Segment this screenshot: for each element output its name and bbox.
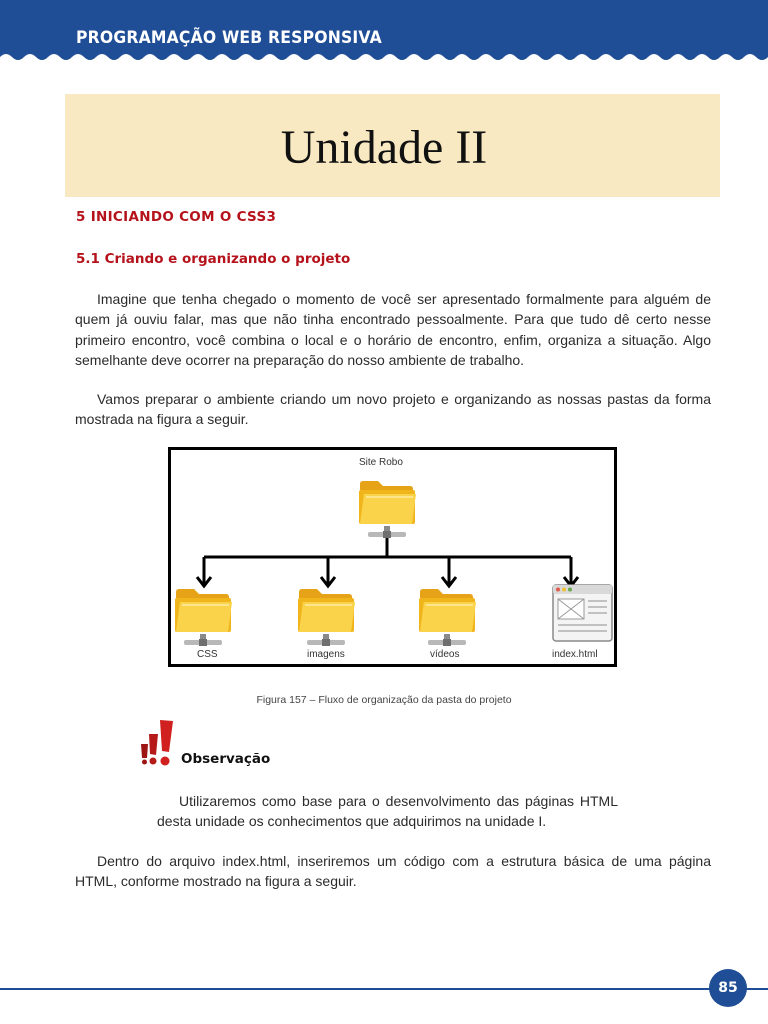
paragraph-index-html [75, 851, 711, 892]
folder-structure-figure [168, 447, 617, 667]
imagens-folder-label: imagens [307, 649, 345, 660]
videos-folder-label: vídeos [430, 649, 460, 660]
folder-tree-diagram [171, 450, 614, 664]
subsection-heading: 5.1 Criando e organizando o projeto [76, 251, 351, 267]
running-header-title: PROGRAMAÇÃO WEB RESPONSIVA [76, 28, 382, 48]
unit-title: Unidade II [280, 121, 488, 174]
section-heading: 5 INICIANDO COM O CSS3 [76, 209, 277, 225]
exclamation-icon [140, 718, 180, 768]
observation-text-content: Utilizaremos como base para o desenvolvimento das páginas HTML desta unidade os conhecimentos que adquirimos na unidade I. [157, 793, 618, 830]
html-file-icon [553, 585, 612, 641]
css-folder-label: CSS [197, 649, 218, 660]
figure-caption: Figura 157 – Fluxo de organização da pasta do projeto [256, 694, 512, 706]
paragraph-prepare-text: Vamos preparar o ambiente criando um novo projeto e organizando as nossas pastas da forma mostrada na figura a seguir. [75, 391, 711, 428]
index-file-label: index.html [552, 649, 598, 660]
header-wave-border [0, 49, 768, 63]
root-folder-icon [359, 481, 416, 538]
page-number-badge: 85 [709, 969, 747, 1007]
videos-folder-icon [419, 589, 476, 646]
css-folder-icon [175, 589, 232, 646]
paragraph-index-html-text: Dentro do arquivo index.html, inseriremos um código com a estrutura básica de uma página HTML, conforme mostrado na figura a seguir. [75, 853, 711, 890]
paragraph-prepare [75, 389, 711, 430]
footer-rule [0, 988, 768, 990]
imagens-folder-icon [298, 589, 355, 646]
paragraph-intro-text: Imagine que tenha chegado o momento de você ser apresentado formalmente para alguém de quem já ouviu falar, mas que não tinha encontrado pessoalmente. Para que tudo dê certo nesse primeiro encontro, você combina o local e o horário de encontro, enfim, organiza a situação. Algo semelhante deve ocorrer na preparação do nosso ambiente de trabalho. [75, 291, 711, 368]
observation-text [157, 791, 618, 832]
root-folder-label: Site Robo [359, 457, 403, 468]
observation-title: Observação [181, 751, 271, 767]
paragraph-intro [75, 289, 711, 370]
